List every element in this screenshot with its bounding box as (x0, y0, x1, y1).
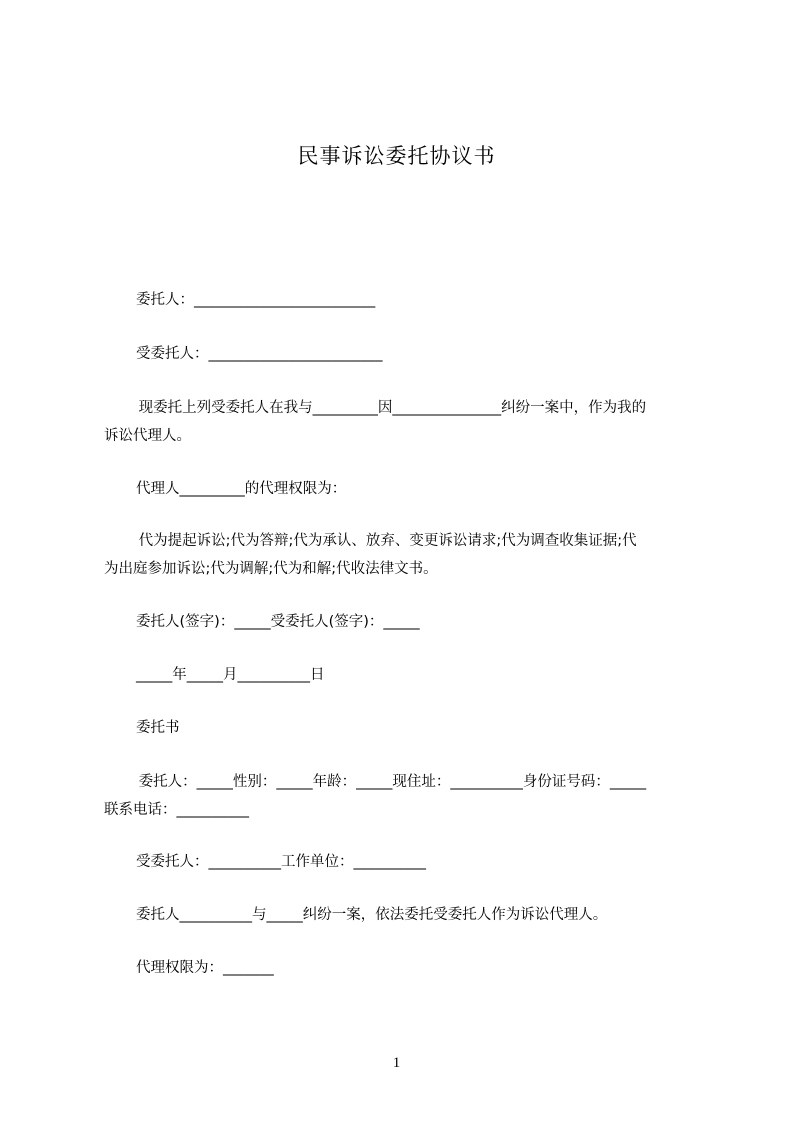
agent-details-line: 受委托人：__________工作单位：__________ (136, 854, 426, 870)
date-line: _____年_____月__________日 (136, 667, 325, 683)
principal-details-line-2: 联系电话：__________ (104, 802, 249, 818)
authority-heading: 代理人_________的代理权限为： (136, 481, 347, 497)
page-number: 1 (392, 1055, 401, 1071)
page-title: 民事诉讼委托协议书 (297, 144, 496, 168)
principal-line: 委托人：_________________________ (136, 292, 376, 308)
authority-paragraph-line-2: 为出庭参加诉讼;代为调解;代为和解;代收法律文书。 (104, 561, 438, 577)
entrust-paragraph-line-2: 诉讼代理人。 (104, 428, 191, 444)
section-heading: 委托书 (136, 720, 180, 736)
principal-details-line-1: 委托人：_____性别：_____年龄：_____现住址：__________身份证号码：_____ (134, 774, 647, 790)
agent-line: 受委托人：________________________ (136, 346, 383, 362)
entrust-paragraph-line-1: 现委托上列受委托人在我与_________因_______________纠纷一案中，作为我的 (134, 400, 647, 416)
signature-line: 委托人(签字)：_____受委托人(签字)：_____ (136, 614, 420, 630)
authority-paragraph-line-1: 代为提起诉讼;代为答辩;代为承认、放弃、变更诉讼请求;代为调查收集证据;代 (134, 533, 637, 549)
case-line: 委托人__________与_____纠纷一案，依法委托受委托人作为诉讼代理人。 (136, 907, 608, 923)
authority-scope-line: 代理权限为：_______ (136, 960, 274, 976)
